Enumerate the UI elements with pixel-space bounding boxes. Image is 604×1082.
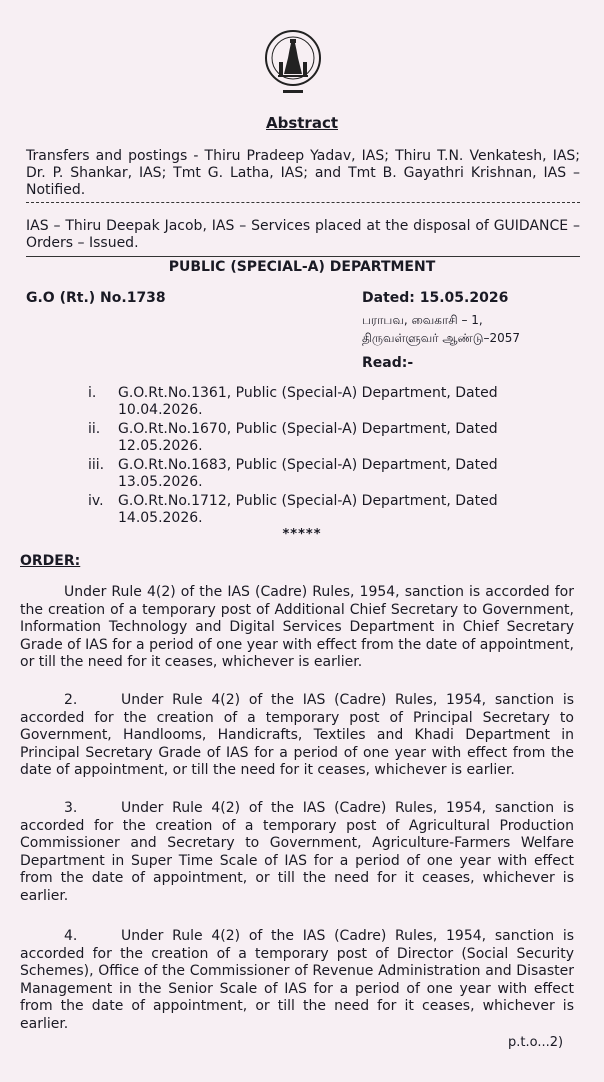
department-title: PUBLIC (SPECIAL-A) DEPARTMENT [168, 259, 436, 275]
tamil-nadu-government-emblem-icon [264, 22, 322, 102]
read-label: Read:- [362, 355, 414, 371]
go-date: Dated: 15.05.2026 [362, 290, 509, 306]
order-paragraph: 2. Under Rule 4(2) of the IAS (Cadre) Rules, 1954, sanction is accorded for the creation of a temporary post of Principal Secretary to Government, Handlooms, Handicrafts, Textiles and Khadi Department in Principal Secretary Grade of IAS for a period of one year with effect from the date of appointment, or till the need for it ceases, whichever is earlier. [20, 692, 579, 778]
tamil-date-line1: பராபவ, வைகாசி – 1, [362, 313, 483, 327]
solid-divider [26, 256, 580, 257]
tamil-date-line2: திருவள்ளுவர் ஆண்டு–2057 [362, 331, 521, 345]
subject-transfers: Transfers and postings - Thiru Pradeep Yadav, IAS; Thiru T.N. Venkatesh, IAS; Dr. P. Shankar, IAS; Tmt G. Latha, IAS; and Tmt B. Gayathri Krishnan, IAS – Notified. [26, 148, 580, 198]
abstract-title: Abstract [265, 114, 339, 132]
reference-number: ii. [88, 421, 101, 437]
order-paragraph: Under Rule 4(2) of the IAS (Cadre) Rules, 1954, sanction is accorded for the creation of a temporary post of Additional Chief Secretary to Government, Information Technology and Digital Services Department in Chief Secretary Grade of IAS for a period of one year with effect from the date of appointment, or till the need for it ceases, whichever is earlier. [20, 584, 574, 670]
order-paragraph: 3. Under Rule 4(2) of the IAS (Cadre) Rules, 1954, sanction is accorded for the creation of a temporary post of Agricultural Production Commissioner and Secretary to Government, Agriculture-Farmers Welfare Department in Super Time Scale of IAS for a period of one year with effect from the date of appointment, or till the need for it ceases, whichever is earlier. [20, 800, 579, 904]
reference-text: G.O.Rt.No.1712, Public (Special-A) Department, Dated 14.05.2026. [118, 493, 498, 526]
go-number: G.O (Rt.) No.1738 [26, 290, 166, 306]
subject-services: IAS – Thiru Deepak Jacob, IAS – Services placed at the disposal of GUIDANCE – Orders – Issued. [26, 218, 580, 251]
reference-text: G.O.Rt.No.1361, Public (Special-A) Department, Dated 10.04.2026. [118, 385, 498, 418]
reference-number: i. [88, 385, 97, 401]
reference-number: iii. [88, 457, 105, 473]
reference-text: G.O.Rt.No.1683, Public (Special-A) Department, Dated 13.05.2026. [118, 457, 498, 490]
order-paragraph: 4. Under Rule 4(2) of the IAS (Cadre) Rules, 1954, sanction is accorded for the creation of a temporary post of Director (Social Security Schemes), Office of the Commissioner of Revenue Administration and Disaster Management in the Senior Scale of IAS for a period of one year with effect from the date of appointment, or till the need for it ceases, whichever is earlier. [20, 928, 579, 1032]
reference-text: G.O.Rt.No.1670, Public (Special-A) Department, Dated 12.05.2026. [118, 421, 498, 454]
reference-number: iv. [88, 493, 104, 509]
section-separator-stars: ***** [282, 527, 322, 542]
order-heading: ORDER: [20, 553, 81, 569]
page-turn-over: p.t.o...2) [508, 1035, 564, 1050]
dashed-divider [26, 202, 580, 203]
